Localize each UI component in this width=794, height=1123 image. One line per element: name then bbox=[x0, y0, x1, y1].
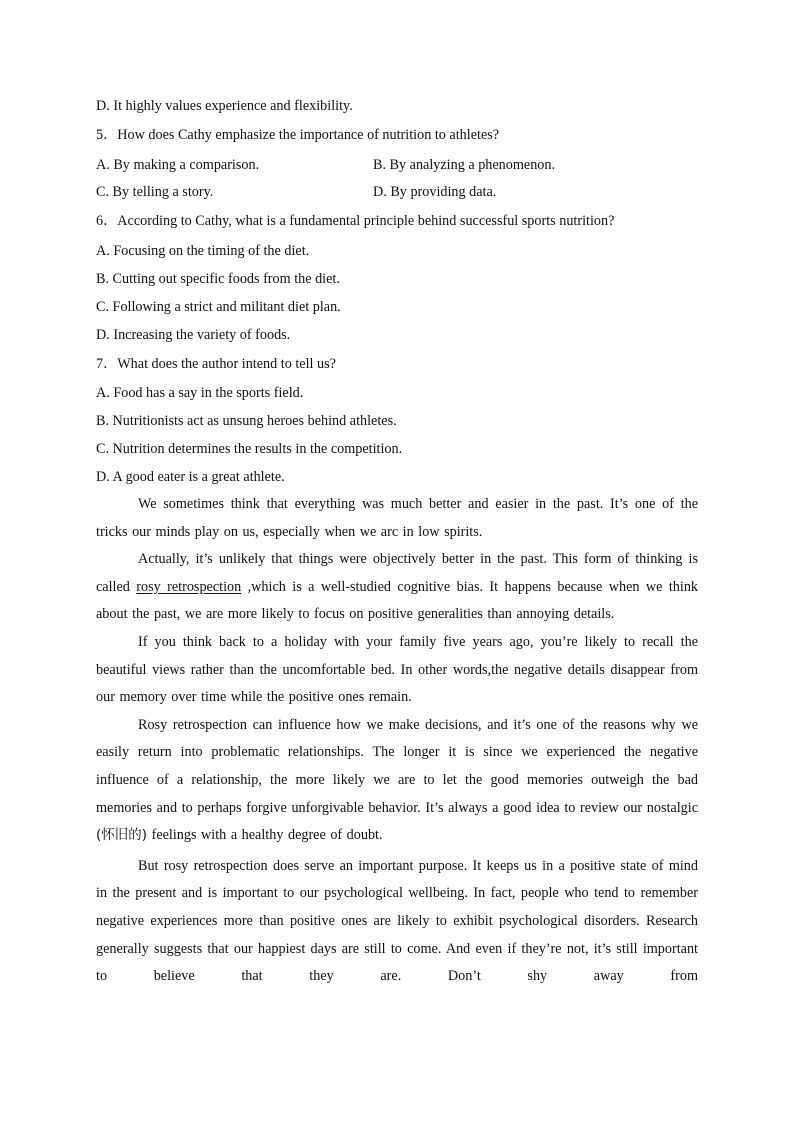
p4-text-before: Rosy retrospection can influence how we make decisions, and it’s one of the reasons why we easily return into problematic relationships. The longer it is since we experienced the negative influence of a relationship, the more likely we are to let the good memories outweigh the bad memories and to perhaps forgive unforgivable behavior. It’s always a good idea to review our nostalgic bbox=[96, 716, 698, 816]
q5-option-c: C. By telling a story. bbox=[96, 184, 214, 200]
q7-option-a: A. Food has a say in the sports field. bbox=[96, 385, 304, 401]
q7-option-c: C. Nutrition determines the results in the competition. bbox=[96, 441, 403, 457]
q6-option-a: A. Focusing on the timing of the diet. bbox=[96, 243, 310, 259]
passage-paragraph-1: We sometimes think that everything was much better and easier in the past. It’s one of the tricks our minds play on us, especially when we arc in low spirits. bbox=[96, 496, 698, 540]
passage-paragraph-5: But rosy retrospection does serve an important purpose. It keeps us in a positive state of mind in the present and is important to our psychological wellbeing. In fact, people who tend to remember negative experiences more than positive ones are likely to exhibit psychological disorders. Research generally suggests that our happiest days are still to come. And even if they’re not, it’s still important to believe that they are. Don’t shy away from bbox=[96, 857, 698, 985]
p2-text-after: ,which is a well-studied cognitive bias. It happens because when we think about the past, we are more likely to focus on positive generalities than annoying details. bbox=[96, 578, 699, 623]
q5-option-d: D. By providing data. bbox=[373, 184, 497, 200]
q7-stem: 7．What does the author intend to tell us? bbox=[96, 356, 336, 372]
q5-stem: 5．How does Cathy emphasize the importance of nutrition to athletes? bbox=[96, 127, 500, 143]
passage-paragraph-3: If you think back to a holiday with your family five years ago, you’re likely to recall the beautiful views rather than the uncomfortable bed. In other words,the negative details disappear from our memory over time while the positive ones remain. bbox=[96, 633, 698, 706]
p2-text-before: Actually, it’s unlikely that things were objectively better in the past. This form of thinking is called bbox=[96, 551, 698, 595]
q5-option-a: A. By making a comparison. bbox=[96, 157, 260, 173]
q4-option-d: D. It highly values experience and flexibility. bbox=[96, 98, 353, 114]
q5-option-b: B. By analyzing a phenomenon. bbox=[373, 157, 556, 173]
q6-option-d: D. Increasing the variety of foods. bbox=[96, 327, 291, 343]
passage-paragraph-2 bbox=[96, 546, 698, 629]
p4-text-after: feelings with a healthy degree of doubt. bbox=[147, 827, 383, 844]
q6-stem: 6．According to Cathy, what is a fundamental principle behind successful sports nutrition? bbox=[96, 213, 615, 229]
q6-option-c: C. Following a strict and militant diet plan. bbox=[96, 299, 341, 315]
q7-option-b: B. Nutritionists act as unsung heroes behind athletes. bbox=[96, 413, 397, 429]
chinese-gloss: (怀旧的) bbox=[96, 827, 148, 844]
q6-option-b: B. Cutting out specific foods from the diet. bbox=[96, 271, 340, 287]
q5-options-row-2 bbox=[96, 178, 698, 206]
q7-option-d: D. A good eater is a great athlete. bbox=[96, 469, 285, 485]
q5-options-row-1 bbox=[96, 151, 698, 179]
passage-paragraph-4 bbox=[96, 712, 698, 850]
document-page bbox=[96, 92, 698, 991]
term-rosy-retrospection: rosy retrospection bbox=[136, 578, 242, 595]
